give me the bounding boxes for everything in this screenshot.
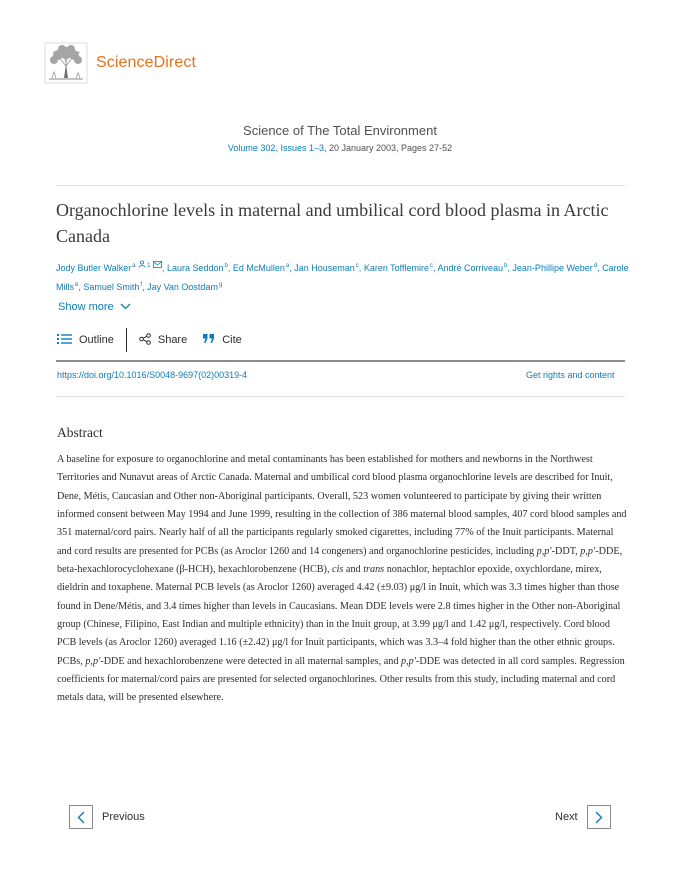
list-icon (57, 333, 72, 348)
author-list: Jody Butler Walker$^a$ $^1$ , Laura Seddon$^b$, Ed McMullen$^a$, Jan Houseman$^c$, Karen Tofflemire$^c$, André Corriveau$^b$, Jean-Phillipe Weber$^d$, Carole Mills$^e$, Samuel Smith$^f$, Jay Van Oostdam$^g$ (56, 258, 631, 296)
article-toolbar (57, 327, 242, 353)
previous-button[interactable] (69, 805, 145, 829)
chevron-down-icon (120, 301, 131, 313)
author-link[interactable]: Karen Tofflemire$^c$ (363, 263, 434, 273)
author-link[interactable]: Jan Houseman$^c$ (294, 263, 359, 273)
share-button[interactable] (139, 333, 187, 348)
author-sup: 1 (147, 263, 151, 269)
doi-link[interactable]: https://doi.org/10.1016/S0048-9697(02)00319-4 (57, 370, 248, 380)
share-icon (139, 333, 151, 348)
volume-link[interactable]: Volume 302, Issues 1–3 (227, 143, 324, 153)
author-link[interactable]: Jay Van Oostdam$^g$ (147, 282, 223, 292)
toolbar-divider (126, 328, 127, 352)
brand-name[interactable]: ScienceDirect (96, 54, 197, 71)
cite-label: Cite (222, 334, 242, 346)
divider (56, 185, 625, 186)
person-icon (138, 263, 146, 273)
divider (56, 360, 625, 362)
show-more-label: Show more (58, 301, 114, 313)
share-label: Share (157, 334, 188, 346)
author-link[interactable]: Jody Butler Walker$^a$ (56, 263, 136, 273)
abstract-heading: Abstract (57, 425, 103, 440)
outline-button[interactable] (57, 333, 114, 348)
journal-title[interactable]: Science of The Total Environment (243, 123, 437, 138)
next-button[interactable] (555, 805, 611, 829)
cite-button[interactable] (203, 334, 242, 347)
author-link[interactable]: Carole Mills$^e$ (56, 263, 629, 292)
abstract-text: A baseline for exposure to organochlorine and metal contaminants has been established for mothers and newborns in the Northwest Territories and Nunavut areas of Arctic Canada. Maternal and umbilical cord blood plasma organochlorine levels are described for Inuit, Dene, Métis, Caucasian and Other non-Aboriginal participants. Overall, 523 women volunteered to participate by giving their written informed consent between May 1994 and June 1999, resulting in the collection of 386 maternal blood samples, 407 cord blood samples and 351 maternal/cord pairs. Nearly half of all the participants regularly smoked cigarettes, including 77% of the Inuit participants. Maternal and cord results are presented for PCBs (as Aroclor 1260 and 14 congeners) and organochlorine pesticides, including p,p′-DDT, p,p′-DDE, beta-hexachlorocyclohexane (β-HCH), hexachlorobenzene (HCB), cis and trans nonachlor, heptachlor epoxide, oxychlordane, mirex, dieldrin and toxaphene. Maternal PCB levels (as Aroclor 1260) averaged 4.42 (±9.03) μg/l in Inuit, which was 3.3 times higher than those found in Dene/Métis, and 3.4 times higher than levels in Caucasians. Mean DDE levels were 2.8 times higher in the Other non-Aboriginal group (Chinese, Filipino, East Indian and multiple ethnicity) than in the Inuit group, at 3.99 μg/l and 1.42 μg/l, respectively. Cord blood PCB levels (as Aroclor 1260) averaged 1.16 (±2.42) μg/l for Inuit participants, which was 3.3–4 fold higher than the other ethnic groups. PCBs, p,p′-DDE and hexachlorobenzene were detected in all maternal samples, and p,p′-DDE was detected in all cord samples. Regression coefficients for maternal/cord pairs are presented for selected organochlorines. Other results from this study, including maternal and cord metals data, will be presented elsewhere. (57, 454, 627, 704)
chevron-right-icon (587, 805, 611, 829)
issue-details: , 20 January 2003, Pages 27-52 (323, 143, 453, 153)
author-link[interactable]: Samuel Smith$^f$ (83, 282, 143, 292)
author-link[interactable]: Jean-Phillipe Weber$^d$ (512, 263, 598, 273)
article-title: Organochlorine levels in maternal and umbilical cord blood plasma in Arctic Canada (56, 200, 609, 246)
show-more-button[interactable] (58, 301, 131, 313)
divider (56, 396, 625, 397)
author-link[interactable]: Ed McMullen$^a$ (232, 263, 290, 273)
rights-link[interactable]: Get rights and content (526, 370, 615, 380)
previous-label: Previous (102, 811, 145, 823)
chevron-left-icon (69, 805, 93, 829)
issue-info (0, 143, 680, 153)
email-icon[interactable] (153, 263, 162, 273)
outline-label: Outline (79, 334, 114, 346)
next-label: Next (555, 811, 578, 823)
elsevier-tree-icon[interactable] (44, 42, 88, 84)
author-link[interactable]: Laura Seddon$^b$ (166, 263, 228, 273)
author-link[interactable]: André Corriveau$^b$ (437, 263, 508, 273)
quote-icon (203, 334, 215, 347)
